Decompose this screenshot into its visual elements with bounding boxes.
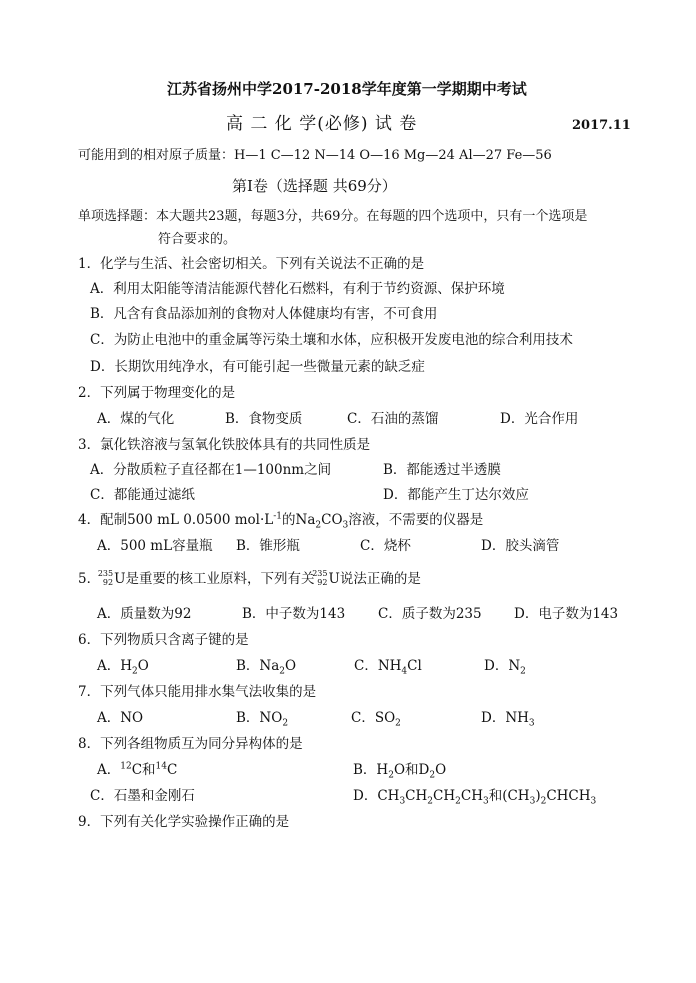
q3-option-d: D．都能产生丁达尔效应 bbox=[383, 487, 529, 503]
q1-option-d: D．长期饮用纯净水，有可能引起一些微量元素的缺乏症 bbox=[90, 359, 425, 375]
q1-option-a: A．利用太阳能等清洁能源代替化石燃料，有利于节约资源、保护环境 bbox=[90, 281, 505, 297]
q4-option-b: B．锥形瓶 bbox=[236, 538, 300, 554]
q3-stem: 3．氯化铁溶液与氢氧化铁胶体具有的共同性质是 bbox=[78, 437, 371, 453]
q6-option-a: A．$H_2O$ bbox=[97, 658, 149, 677]
q9-stem: 9．下列有关化学实验操作正确的是 bbox=[78, 814, 290, 830]
q7-option-b: B．$NO_2$ bbox=[236, 710, 289, 729]
q6-option-d: D．$N_2$ bbox=[484, 658, 526, 677]
atomic-masses: 可能用到的相对原子质量：H—1 C—12 N—14 O—16 Mg—24 Al—27 Fe—56 bbox=[78, 148, 552, 163]
q5-option-a: A．质量数为92 bbox=[97, 606, 192, 622]
q7-stem: 7．下列气体只能用排水集气法收集的是 bbox=[78, 684, 317, 700]
q4-option-c: C．烧杯 bbox=[360, 538, 411, 554]
q7-option-d: D．$NH_3$ bbox=[481, 710, 535, 729]
school-title: 江苏省扬州中学2017-2018学年度第一学期期中考试 bbox=[167, 80, 527, 98]
q1-option-c: C．为防止电池中的重金属等污染土壤和水体，应积极开发废电池的综合利用技术 bbox=[90, 332, 573, 348]
instruction-line-2: 符合要求的。 bbox=[158, 232, 237, 247]
q4-option-d: D．胶头滴管 bbox=[481, 538, 560, 554]
q8-stem: 8．下列各组物质互为同分异构体的是 bbox=[78, 736, 303, 752]
q5-option-d: D．电子数为143 bbox=[514, 606, 619, 622]
u235-isotope-symbol: 235 92 bbox=[97, 569, 114, 587]
q8-option-a: A．$^{12}$C和$^{14}$C bbox=[97, 761, 178, 778]
q2-stem: 2．下列属于物理变化的是 bbox=[78, 385, 236, 401]
q8-option-b: B．$H_2O$和$D_2O$ bbox=[353, 762, 447, 781]
q4-option-a: A．500 mL容量瓶 bbox=[97, 538, 213, 554]
q3-option-c: C．都能通过滤纸 bbox=[90, 487, 195, 503]
q4-stem: 4．配制500 mL 0.0500 $mol\cdot L^{-1}$的$Na_2CO_3$溶液，不需要的仪器是 bbox=[78, 511, 484, 531]
q8-option-d: D．$CH_3CH_2CH_2CH_3$和$(CH_3)_2CHCH_3$ bbox=[353, 788, 597, 807]
u235-isotope-symbol-2: 235 92 bbox=[312, 569, 328, 587]
q1-option-b: B．凡含有食品添加剂的食物对人体健康均有害，不可食用 bbox=[90, 306, 438, 322]
q3-option-b: B．都能透过半透膜 bbox=[383, 462, 501, 478]
q6-stem: 6．下列物质只含离子键的是 bbox=[78, 632, 249, 648]
q2-option-c: C．石油的蒸馏 bbox=[347, 411, 439, 427]
q5-stem: 5． 235 92 U是重要的核工业原料，下列有关 235 92 U说法正确的是 bbox=[78, 569, 421, 587]
q3-option-a: A．分散质粒子直径都在1—100nm之间 bbox=[90, 462, 332, 478]
q6-option-c: C．$NH_4Cl$ bbox=[354, 658, 422, 677]
q7-option-a: A．NO bbox=[97, 710, 144, 726]
q2-option-a: A．煤的气化 bbox=[97, 411, 175, 427]
q5-option-c: C．质子数为235 bbox=[378, 606, 482, 622]
q8-option-c: C．石墨和金刚石 bbox=[90, 788, 195, 804]
q7-option-c: C．$SO_2$ bbox=[351, 710, 401, 729]
q6-option-b: B．$Na_2O$ bbox=[236, 658, 297, 677]
instruction-line-1: 单项选择题：本大题共23题，每题3分，共69分。在每题的四个选项中，只有一个选项是 bbox=[78, 209, 588, 224]
q1-stem: 1．化学与生活、社会密切相关。下列有关说法不正确的是 bbox=[78, 256, 425, 272]
q5-option-b: B．中子数为143 bbox=[242, 606, 346, 622]
q2-option-d: D．光合作用 bbox=[500, 411, 579, 427]
subject-title: 高 二 化 学(必修) 试 卷 bbox=[226, 114, 418, 134]
q2-option-b: B．食物变质 bbox=[225, 411, 303, 427]
exam-date: 2017.11 bbox=[572, 118, 631, 133]
section-title: 第Ⅰ卷（选择题 共69分） bbox=[232, 177, 397, 195]
